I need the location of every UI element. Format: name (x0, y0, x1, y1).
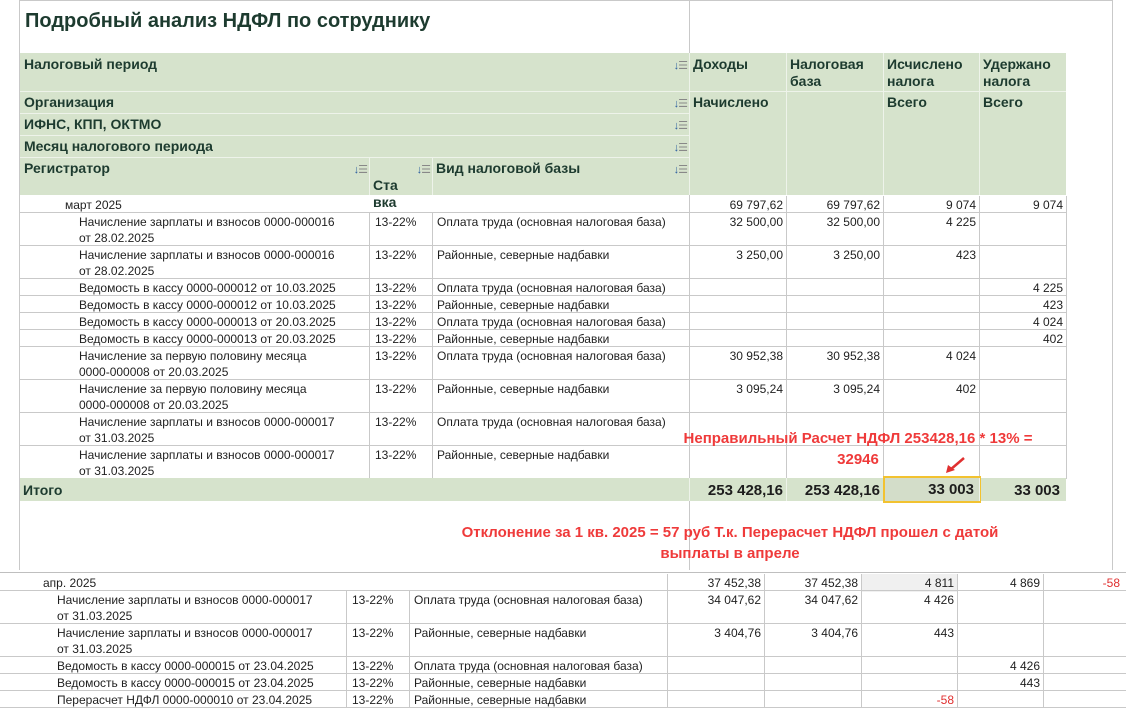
header-income-sub (689, 92, 786, 112)
cell-divider (883, 279, 884, 296)
income-cell: 32 500,00 (729, 215, 783, 229)
header-tax-period-label: Налоговый период (24, 56, 158, 72)
cell-divider (979, 246, 980, 279)
calc-cell (861, 657, 957, 659)
cell-divider (1066, 213, 1067, 246)
calc-cell (861, 674, 957, 676)
cell-divider (979, 279, 980, 296)
cell-divider (369, 413, 370, 446)
income-cell (689, 296, 786, 298)
cell-divider (979, 296, 980, 313)
cell-divider (1066, 313, 1067, 330)
withheld-cell (957, 591, 1043, 593)
rate-cell: 13-22% (375, 215, 417, 229)
calc-cell (883, 313, 979, 315)
cell-divider (764, 691, 765, 708)
cell-divider (432, 330, 433, 347)
cell-divider (957, 657, 958, 674)
registrar-cell[interactable]: Ведомость в кассу 0000-000015 от 23.04.2025 (57, 676, 314, 690)
rate-cell: 13-22% (352, 676, 394, 690)
cell-divider (1043, 574, 1044, 591)
calc-cell: 4 225 (945, 215, 976, 229)
income-cell: 3 404,76 (714, 626, 761, 640)
cell-divider (689, 213, 690, 246)
withheld-cell: 402 (1042, 332, 1063, 346)
cell-divider (346, 691, 347, 708)
header-calc[interactable] (883, 54, 980, 94)
cell-divider (979, 330, 980, 347)
header-month[interactable] (20, 136, 689, 157)
cell-divider (667, 591, 668, 624)
header-registrar[interactable] (20, 158, 369, 195)
cell-divider (1043, 657, 1044, 674)
tax-base-cell: 30 952,38 (826, 349, 880, 363)
registrar-cell[interactable]: Перерасчет НДФЛ 0000-000010 от 23.04.2025 (57, 693, 313, 707)
cell-divider (667, 574, 668, 591)
income-cell: 34 047,62 (707, 593, 761, 607)
sort-icon[interactable]: ↓☰ (673, 60, 687, 72)
tax-base-cell: 32 500,00 (826, 215, 880, 229)
cell-divider (432, 380, 433, 413)
cell-divider (883, 196, 884, 213)
header-calc-label: Исчислено налога (887, 56, 963, 89)
withheld-cell (979, 413, 1066, 415)
rate-cell: 13-22% (352, 593, 394, 607)
rate-cell: 13-22% (352, 693, 394, 707)
income-cell: 30 952,38 (729, 349, 783, 363)
base-type-cell: Оплата труда (основная налоговая база) (437, 315, 666, 329)
base-type-cell: Оплата труда (основная налоговая база) (437, 349, 666, 363)
tax-base-cell (786, 296, 883, 298)
cell-divider (957, 574, 958, 591)
cell-divider (346, 657, 347, 674)
cell-divider (409, 691, 410, 708)
base-type-cell: Районные, северные надбавки (437, 382, 610, 396)
cell-divider (764, 624, 765, 657)
calc-cell: 4 426 (923, 593, 954, 607)
tax-base-cell: 3 250,00 (833, 248, 880, 262)
rate-cell: 13-22% (375, 248, 417, 262)
cell-divider (861, 591, 862, 624)
rate-cell: 13-22% (352, 659, 394, 673)
header-base-type-label: Вид налоговой базы (436, 160, 581, 176)
income-cell (667, 691, 764, 693)
income-cell (667, 674, 764, 676)
cell-divider (764, 591, 765, 624)
header-calc-sub (883, 92, 980, 112)
cell-divider (667, 624, 668, 657)
cell-divider (979, 196, 980, 213)
registrar-cell-line2: 0000-000008 от 20.03.2025 (79, 365, 229, 379)
base-type-cell: Оплата труда (основная налоговая база) (437, 415, 666, 429)
cell-divider (764, 574, 765, 591)
annotation-wrong-calc (648, 428, 1068, 470)
cell-divider (409, 674, 410, 691)
group-income: 69 797,62 (729, 198, 783, 212)
registrar-cell[interactable]: Начисление за первую половину месяца (79, 382, 307, 396)
cell-divider (1066, 279, 1067, 296)
cell-divider (883, 246, 884, 279)
header-tax-base[interactable] (786, 54, 883, 94)
cell-divider (861, 624, 862, 657)
registrar-cell[interactable]: Начисление зарплаты и взносов 0000-000017 (57, 626, 313, 640)
withheld-cell (979, 213, 1066, 215)
cell-divider (689, 330, 690, 347)
income-cell (689, 330, 786, 332)
group-label-april[interactable]: апр. 2025 (43, 576, 97, 590)
cell-divider (883, 347, 884, 380)
tax-base-cell (786, 279, 883, 281)
base-type-cell: Районные, северные надбавки (437, 248, 610, 262)
header-rate[interactable] (369, 158, 432, 210)
cell-divider (369, 347, 370, 380)
header-registrar-label: Регистратор (24, 160, 110, 176)
registrar-cell[interactable]: Начисление зарплаты и взносов 0000-000017 (79, 448, 335, 462)
cell-divider (957, 691, 958, 708)
rate-cell: 13-22% (375, 415, 417, 429)
registrar-cell-line2: от 28.02.2025 (79, 231, 155, 245)
cell-divider (689, 380, 690, 413)
rate-cell: 13-22% (352, 626, 394, 640)
registrar-cell-line2: от 31.03.2025 (79, 464, 155, 478)
cell-divider (689, 313, 690, 330)
sort-icon[interactable]: ↓☰ (673, 120, 687, 132)
tax-base-cell (764, 657, 861, 659)
income-cell: 3 250,00 (736, 248, 783, 262)
cell-divider (432, 413, 433, 446)
cell-divider (667, 691, 668, 708)
group-label-march[interactable]: март 2025 (65, 198, 122, 212)
header-withheld-label: Удержано налога (983, 56, 1051, 89)
tax-base-cell (764, 691, 861, 693)
calc-cell: 4 024 (945, 349, 976, 363)
cell-divider (689, 246, 690, 279)
cell-divider (667, 657, 668, 674)
cell-divider (1066, 380, 1067, 413)
withheld-cell (957, 691, 1043, 693)
group-base: 69 797,62 (826, 198, 880, 212)
tax-base-cell: 34 047,62 (804, 593, 858, 607)
cell-divider (979, 313, 980, 330)
cell-divider (957, 624, 958, 657)
sort-icon[interactable]: ↓☰ (673, 164, 687, 176)
group-calc: 4 811 (861, 574, 957, 592)
header-organization-label: Организация (24, 94, 115, 110)
cell-divider (689, 347, 690, 380)
calc-cell (883, 279, 979, 281)
cell-divider (346, 624, 347, 657)
cell-divider (369, 313, 370, 330)
rate-cell: 13-22% (375, 349, 417, 363)
cell-divider (957, 674, 958, 691)
header-base-type[interactable] (432, 158, 689, 195)
income-cell (689, 413, 786, 415)
base-type-cell: Районные, северные надбавки (437, 298, 610, 312)
header-organization[interactable] (20, 92, 689, 113)
total-income: 253 428,16 (707, 482, 783, 499)
registrar-cell[interactable]: Начисление зарплаты и взносов 0000-000017 (79, 415, 335, 429)
base-type-cell: Районные, северные надбавки (414, 626, 587, 640)
base-type-cell: Оплата труда (основная налоговая база) (414, 659, 643, 673)
sort-icon[interactable]: ↓☰ (353, 164, 367, 176)
group-difference: -58 (1102, 576, 1120, 590)
withheld-cell: 443 (1019, 676, 1040, 690)
cell-divider (1066, 296, 1067, 313)
cell-divider (369, 330, 370, 347)
cell-divider (786, 296, 787, 313)
rate-cell: 13-22% (375, 382, 417, 396)
cell-divider (786, 246, 787, 279)
registrar-cell[interactable]: Начисление за первую половину месяца (79, 349, 307, 363)
income-cell: 3 095,24 (736, 382, 783, 396)
base-type-cell: Районные, северные надбавки (437, 448, 610, 462)
cell-divider (979, 347, 980, 380)
cell-divider (1043, 691, 1044, 708)
total-base: 253 428,16 (804, 482, 880, 499)
cell-divider (346, 674, 347, 691)
income-cell (689, 279, 786, 281)
registrar-cell[interactable]: Ведомость в кассу 0000-000013 от 20.03.2025 (79, 332, 336, 346)
withheld-cell: 4 225 (1032, 281, 1063, 295)
tax-base-cell (786, 313, 883, 315)
total-withheld: 33 003 (1014, 482, 1060, 499)
total-label: Итого (23, 482, 63, 498)
header-withheld[interactable] (979, 54, 1066, 94)
withheld-cell: 423 (1042, 298, 1063, 312)
registrar-cell[interactable]: Ведомость в кассу 0000-000015 от 23.04.2025 (57, 659, 314, 673)
base-type-cell: Оплата труда (основная налоговая база) (437, 281, 666, 295)
registrar-cell[interactable]: Начисление зарплаты и взносов 0000-000017 (57, 593, 313, 607)
cell-divider (369, 446, 370, 479)
cell-divider (764, 657, 765, 674)
withheld-cell (957, 624, 1043, 626)
cell-divider (409, 657, 410, 674)
cell-divider (432, 246, 433, 279)
base-type-cell: Районные, северные надбавки (414, 676, 587, 690)
calc-cell (883, 330, 979, 332)
cell-divider (1066, 246, 1067, 279)
base-type-cell: Оплата труда (основная налоговая база) (414, 593, 643, 607)
cell-divider (786, 347, 787, 380)
cell-divider (883, 213, 884, 246)
rate-cell: 13-22% (375, 315, 417, 329)
calc-cell: 402 (955, 382, 976, 396)
base-type-cell: Районные, северные надбавки (437, 332, 610, 346)
withheld-cell (979, 347, 1066, 349)
annotation-wrong-calc-line2: 32946 (837, 451, 879, 468)
cell-divider (369, 296, 370, 313)
cell-divider (689, 196, 690, 213)
cell-divider (786, 279, 787, 296)
cell-divider (861, 674, 862, 691)
registrar-cell-line2: от 31.03.2025 (57, 642, 133, 656)
cell-divider (1043, 674, 1044, 691)
registrar-cell[interactable]: Начисление зарплаты и взносов 0000-000016 (79, 215, 335, 229)
income-cell (667, 657, 764, 659)
cell-divider (883, 296, 884, 313)
rate-cell: 13-22% (375, 298, 417, 312)
withheld-cell (979, 246, 1066, 248)
cell-divider (786, 380, 787, 413)
cell-divider (432, 347, 433, 380)
header-calc-sub-label: Всего (887, 94, 927, 110)
registrar-cell-line2: от 28.02.2025 (79, 264, 155, 278)
cell-divider (369, 213, 370, 246)
report-title: Подробный анализ НДФЛ по сотруднику (25, 10, 431, 32)
cell-divider (979, 213, 980, 246)
cell-divider (369, 380, 370, 413)
cell-divider (409, 591, 410, 624)
cell-divider (979, 380, 980, 413)
registrar-cell[interactable]: Начисление зарплаты и взносов 0000-000016 (79, 248, 335, 262)
sort-icon[interactable]: ↓☰ (673, 98, 687, 110)
sort-icon[interactable]: ↓☰ (673, 142, 687, 154)
cell-divider (957, 591, 958, 624)
calc-cell: -58 (936, 693, 954, 707)
cell-divider (861, 691, 862, 708)
cell-divider (667, 674, 668, 691)
cell-divider (1066, 330, 1067, 347)
tax-base-cell (786, 330, 883, 332)
registrar-cell[interactable]: Ведомость в кассу 0000-000013 от 20.03.2025 (79, 315, 336, 329)
cell-divider (883, 313, 884, 330)
rate-cell: 13-22% (375, 281, 417, 295)
withheld-cell: 4 024 (1032, 315, 1063, 329)
arrow-icon (944, 456, 968, 474)
cell-divider (861, 657, 862, 674)
registrar-cell-line2: 0000-000008 от 20.03.2025 (79, 398, 229, 412)
tax-base-cell: 3 404,76 (811, 626, 858, 640)
cell-divider (689, 279, 690, 296)
income-cell (689, 313, 786, 315)
cell-divider (432, 296, 433, 313)
cell-divider (432, 313, 433, 330)
rate-cell: 13-22% (375, 448, 417, 462)
base-type-cell: Оплата труда (основная налоговая база) (437, 215, 666, 229)
header-ifns[interactable] (20, 114, 689, 135)
calc-cell (883, 413, 979, 415)
header-income-label: Доходы (693, 56, 748, 72)
cell-divider (689, 296, 690, 313)
calc-cell: 423 (955, 248, 976, 262)
calc-cell: 443 (933, 626, 954, 640)
tax-base-cell (786, 413, 883, 415)
cell-divider (346, 591, 347, 624)
group-withheld: 4 869 (1009, 576, 1040, 590)
cell-divider (883, 380, 884, 413)
annotation-deviation (420, 522, 1040, 564)
group-calc: 9 074 (945, 198, 976, 212)
annotation-deviation-line1: Отклонение за 1 кв. 2025 = 57 руб Т.к. Перерасчет НДФЛ прошел с датой (461, 524, 999, 541)
withheld-cell (979, 380, 1066, 382)
registrar-cell-line2: от 31.03.2025 (57, 609, 133, 623)
registrar-cell-line2: от 31.03.2025 (79, 431, 155, 445)
cell-divider (1066, 196, 1067, 213)
group-base: 37 452,38 (804, 576, 858, 590)
cell-divider (432, 213, 433, 246)
header-tax-base-label: Налоговая база (790, 56, 864, 89)
cell-divider (786, 213, 787, 246)
header-withheld-sub-label: Всего (983, 94, 1023, 110)
header-month-label: Месяц налогового периода (24, 138, 213, 154)
cell-divider (369, 246, 370, 279)
cell-divider (432, 279, 433, 296)
rate-cell: 13-22% (375, 332, 417, 346)
tax-base-cell: 3 095,24 (833, 382, 880, 396)
header-income[interactable] (689, 54, 786, 91)
group-income: 37 452,38 (707, 576, 761, 590)
sort-icon[interactable]: ↓☰ (416, 164, 430, 176)
calc-cell (883, 296, 979, 298)
cell-divider (764, 674, 765, 691)
cell-divider (1043, 591, 1044, 624)
base-type-cell: Районные, северные надбавки (414, 693, 587, 707)
header-income-sub-label: Начислено (693, 94, 769, 110)
registrar-cell[interactable]: Ведомость в кассу 0000-000012 от 10.03.2025 (79, 298, 336, 312)
total-calc[interactable]: 33 003 (883, 476, 981, 503)
cell-divider (861, 574, 862, 591)
header-ifns-label: ИФНС, КПП, ОКТМО (24, 116, 162, 132)
cell-divider (1066, 347, 1067, 380)
header-withheld-sub (979, 92, 1066, 112)
cell-divider (786, 313, 787, 330)
annotation-wrong-calc-line1: Неправильный Расчет НДФЛ 253428,16 * 13% = (683, 430, 1033, 447)
registrar-cell[interactable]: Ведомость в кассу 0000-000012 от 10.03.2025 (79, 281, 336, 295)
cell-divider (432, 446, 433, 479)
withheld-cell: 4 426 (1009, 659, 1040, 673)
header-rate-label: Ста вка (373, 177, 398, 210)
annotation-deviation-line2: выплаты в апреле (660, 545, 800, 562)
cell-divider (369, 279, 370, 296)
cell-divider (1043, 624, 1044, 657)
cell-divider (409, 624, 410, 657)
group-withheld: 9 074 (1032, 198, 1063, 212)
cell-divider (883, 330, 884, 347)
cell-divider (786, 196, 787, 213)
cell-divider (786, 330, 787, 347)
tax-base-cell (764, 674, 861, 676)
header-tax-period[interactable] (20, 54, 689, 91)
